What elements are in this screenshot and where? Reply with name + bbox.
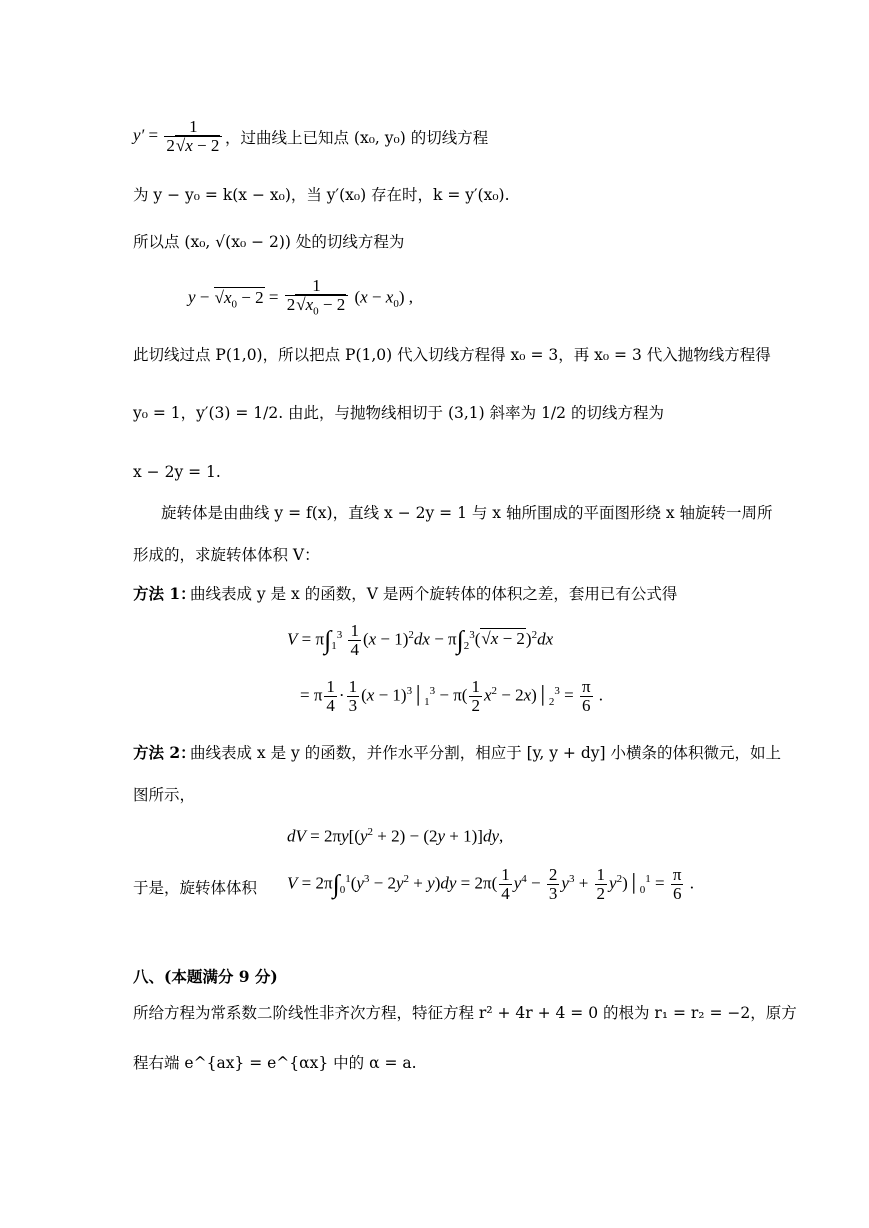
tangent-equation: $y - √x_0 - 2$ = $\frac{1}{2√x_0 - 2}$ $(x - x_0)$ , xyxy=(188,276,413,318)
text-line: x − 2y = 1. xyxy=(133,463,221,481)
text-line: 所给方程为常系数二阶线性非齐次方程，特征方程 r² + 4r + 4 = 0 的根为 r₁ = r₂ = −2，原方 xyxy=(133,1004,797,1022)
text-line: 曲线表成 x 是 y 的函数，并作水平分割，相应于 [y, y + dy] 小横条的体积微元，如上 xyxy=(190,744,781,762)
text-line: 为 y − y₀ = k(x − x₀)，当 y′(x₀) 存在时，k = y′(x₀). xyxy=(133,186,510,204)
section-heading: 八、(本题满分 9 分) xyxy=(133,967,278,986)
text-line: y₀ = 1，y′(3) = 1/2. 由此，与抛物线相切于 (3,1) 斜率为 1/2 的切线方程为 xyxy=(133,404,664,422)
text-line: 图所示， xyxy=(133,786,196,804)
volume-element: dV = $2\pi y[(y^2 + 2) - (2y + 1)]dy$, xyxy=(287,826,504,846)
text-line: 于是，旋转体体积 xyxy=(133,879,258,897)
volume-formula-2: $V = 2\pi\int_0^1(y^3 - 2y^2 + y)dy = 2\pi$( $\frac{1}{4}$ $y^4$ − $\frac{2}{3}$ $y^3$ + $\frac{1}{2}$ $y^2)│_0^1$ = $\frac{\pi}{6}$ . xyxy=(287,865,694,903)
method-label: 方法 1： xyxy=(133,584,196,603)
text-line: 程右端 e^{ax} = e^{αx} 中的 α = a. xyxy=(133,1054,417,1072)
volume-formula-1: $V = \pi\int_1^3$ $\frac{1}{4}$ $(x - 1)^2dx - \pi\int_2^3(√x - 2)^2dx$ xyxy=(287,621,554,659)
volume-formula-1b: = π $\frac{1}{4}$ · $\frac{1}{3}$ $(x - 1)^3│_1^3 - \pi$( $\frac{1}{2}$ $x^2$ − $2x)│_2^3$ = $\frac{\pi}{6}$ . xyxy=(300,677,604,715)
text-line: 旋转体是由曲线 y = f(x)，直线 x − 2y = 1 与 x 轴所围成的平面图形绕 x 轴旋转一周所 xyxy=(161,504,773,522)
text-line: 形成的，求旋转体体积 V： xyxy=(133,546,320,564)
text-line: 曲线表成 y 是 x 的函数，V 是两个旋转体的体积之差，套用已有公式得 xyxy=(190,585,678,603)
text-line: 此切线过点 P(1,0)，所以把点 P(1,0) 代入切线方程得 x₀ = 3，再 x₀ = 3 代入抛物线方程得 xyxy=(133,346,771,364)
derivative-formula: y′ = $\frac{1}{2√x - 2}$ xyxy=(133,118,224,155)
method-label: 方法 2： xyxy=(133,743,196,762)
text-line: 所以点 (x₀, √(x₀ − 2)) 处的切线方程为 xyxy=(133,233,405,251)
text-line: ，过曲线上已知点 (x₀, y₀) 的切线方程 xyxy=(225,129,489,147)
